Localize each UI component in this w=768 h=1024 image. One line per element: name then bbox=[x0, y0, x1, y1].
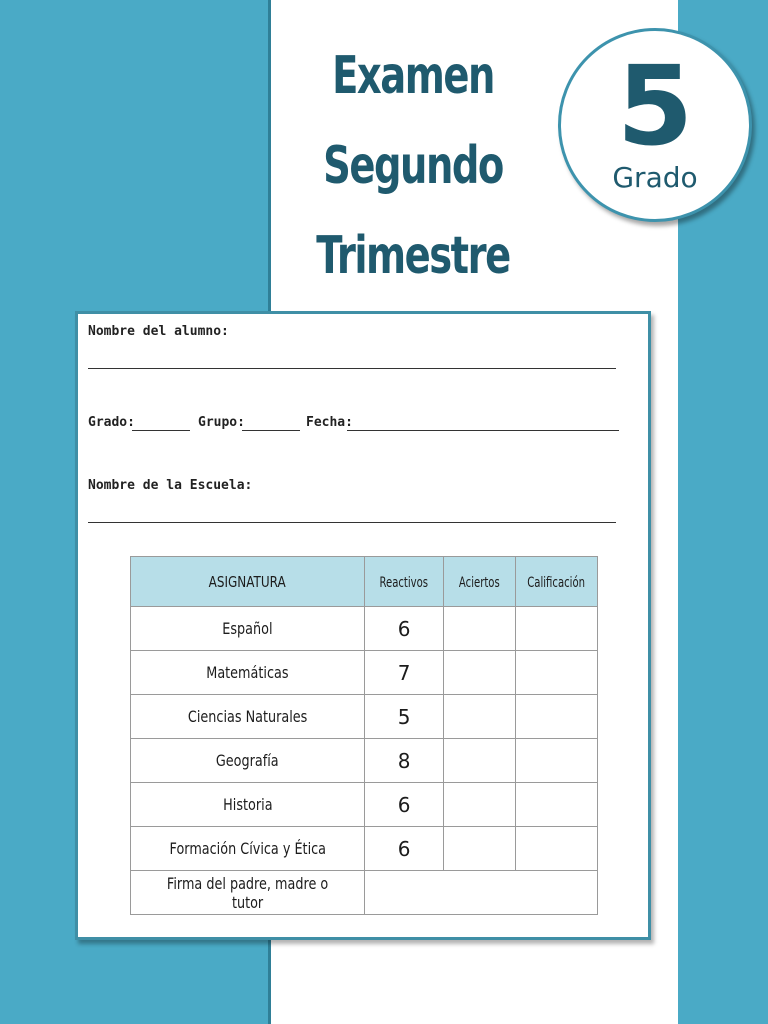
title-line-3: Trimestre bbox=[316, 226, 510, 286]
grade-field-line[interactable] bbox=[132, 430, 190, 431]
signature-field[interactable] bbox=[365, 871, 598, 915]
school-name-line[interactable] bbox=[88, 522, 616, 523]
aciertos-cell[interactable] bbox=[444, 607, 516, 651]
calificacion-cell[interactable] bbox=[515, 783, 597, 827]
title-line-1: Examen bbox=[332, 46, 494, 106]
calificacion-cell[interactable] bbox=[515, 827, 597, 871]
aciertos-cell[interactable] bbox=[444, 827, 516, 871]
student-name-line[interactable] bbox=[88, 368, 616, 369]
header-reactivos: Reactivos bbox=[365, 557, 444, 607]
date-field-line[interactable] bbox=[347, 430, 619, 431]
grade-field-label: Grado: bbox=[88, 415, 135, 430]
reactivos-cell: 7 bbox=[365, 651, 444, 695]
table-row bbox=[131, 739, 598, 783]
header-calificacion: Calificación bbox=[515, 557, 597, 607]
grades-table bbox=[130, 556, 598, 915]
header-aciertos: Aciertos bbox=[444, 557, 516, 607]
group-field-label: Grupo: bbox=[198, 415, 245, 430]
subject-cell: Ciencias Naturales bbox=[131, 695, 365, 739]
reactivos-cell: 8 bbox=[365, 739, 444, 783]
signature-row bbox=[131, 871, 598, 915]
student-name-label: Nombre del alumno: bbox=[88, 324, 229, 339]
reactivos-cell: 6 bbox=[365, 827, 444, 871]
header-subject: ASIGNATURA bbox=[131, 557, 365, 607]
calificacion-cell[interactable] bbox=[515, 651, 597, 695]
subject-cell: Geografía bbox=[131, 739, 365, 783]
subject-cell: Español bbox=[131, 607, 365, 651]
reactivos-cell: 6 bbox=[365, 783, 444, 827]
table-row bbox=[131, 827, 598, 871]
signature-label: Firma del padre, madre o tutor bbox=[131, 871, 365, 915]
school-name-label: Nombre de la Escuela: bbox=[88, 478, 253, 493]
calificacion-cell[interactable] bbox=[515, 695, 597, 739]
grade-label: Grado bbox=[612, 161, 698, 194]
aciertos-cell[interactable] bbox=[444, 695, 516, 739]
table-row bbox=[131, 783, 598, 827]
subject-cell: Matemáticas bbox=[131, 651, 365, 695]
grade-number: 5 bbox=[616, 42, 694, 170]
exam-form bbox=[75, 311, 651, 940]
table-row bbox=[131, 651, 598, 695]
subject-cell: Formación Cívica y Ética bbox=[131, 827, 365, 871]
reactivos-cell: 6 bbox=[365, 607, 444, 651]
table-row bbox=[131, 607, 598, 651]
aciertos-cell[interactable] bbox=[444, 739, 516, 783]
group-field-line[interactable] bbox=[242, 430, 300, 431]
date-field-label: Fecha: bbox=[306, 415, 353, 430]
calificacion-cell[interactable] bbox=[515, 607, 597, 651]
aciertos-cell[interactable] bbox=[444, 651, 516, 695]
aciertos-cell[interactable] bbox=[444, 783, 516, 827]
grade-badge bbox=[558, 28, 752, 222]
calificacion-cell[interactable] bbox=[515, 739, 597, 783]
table-row bbox=[131, 695, 598, 739]
subject-cell: Historia bbox=[131, 783, 365, 827]
title-line-2: Segundo bbox=[323, 136, 503, 196]
table-header-row bbox=[131, 557, 598, 607]
reactivos-cell: 5 bbox=[365, 695, 444, 739]
